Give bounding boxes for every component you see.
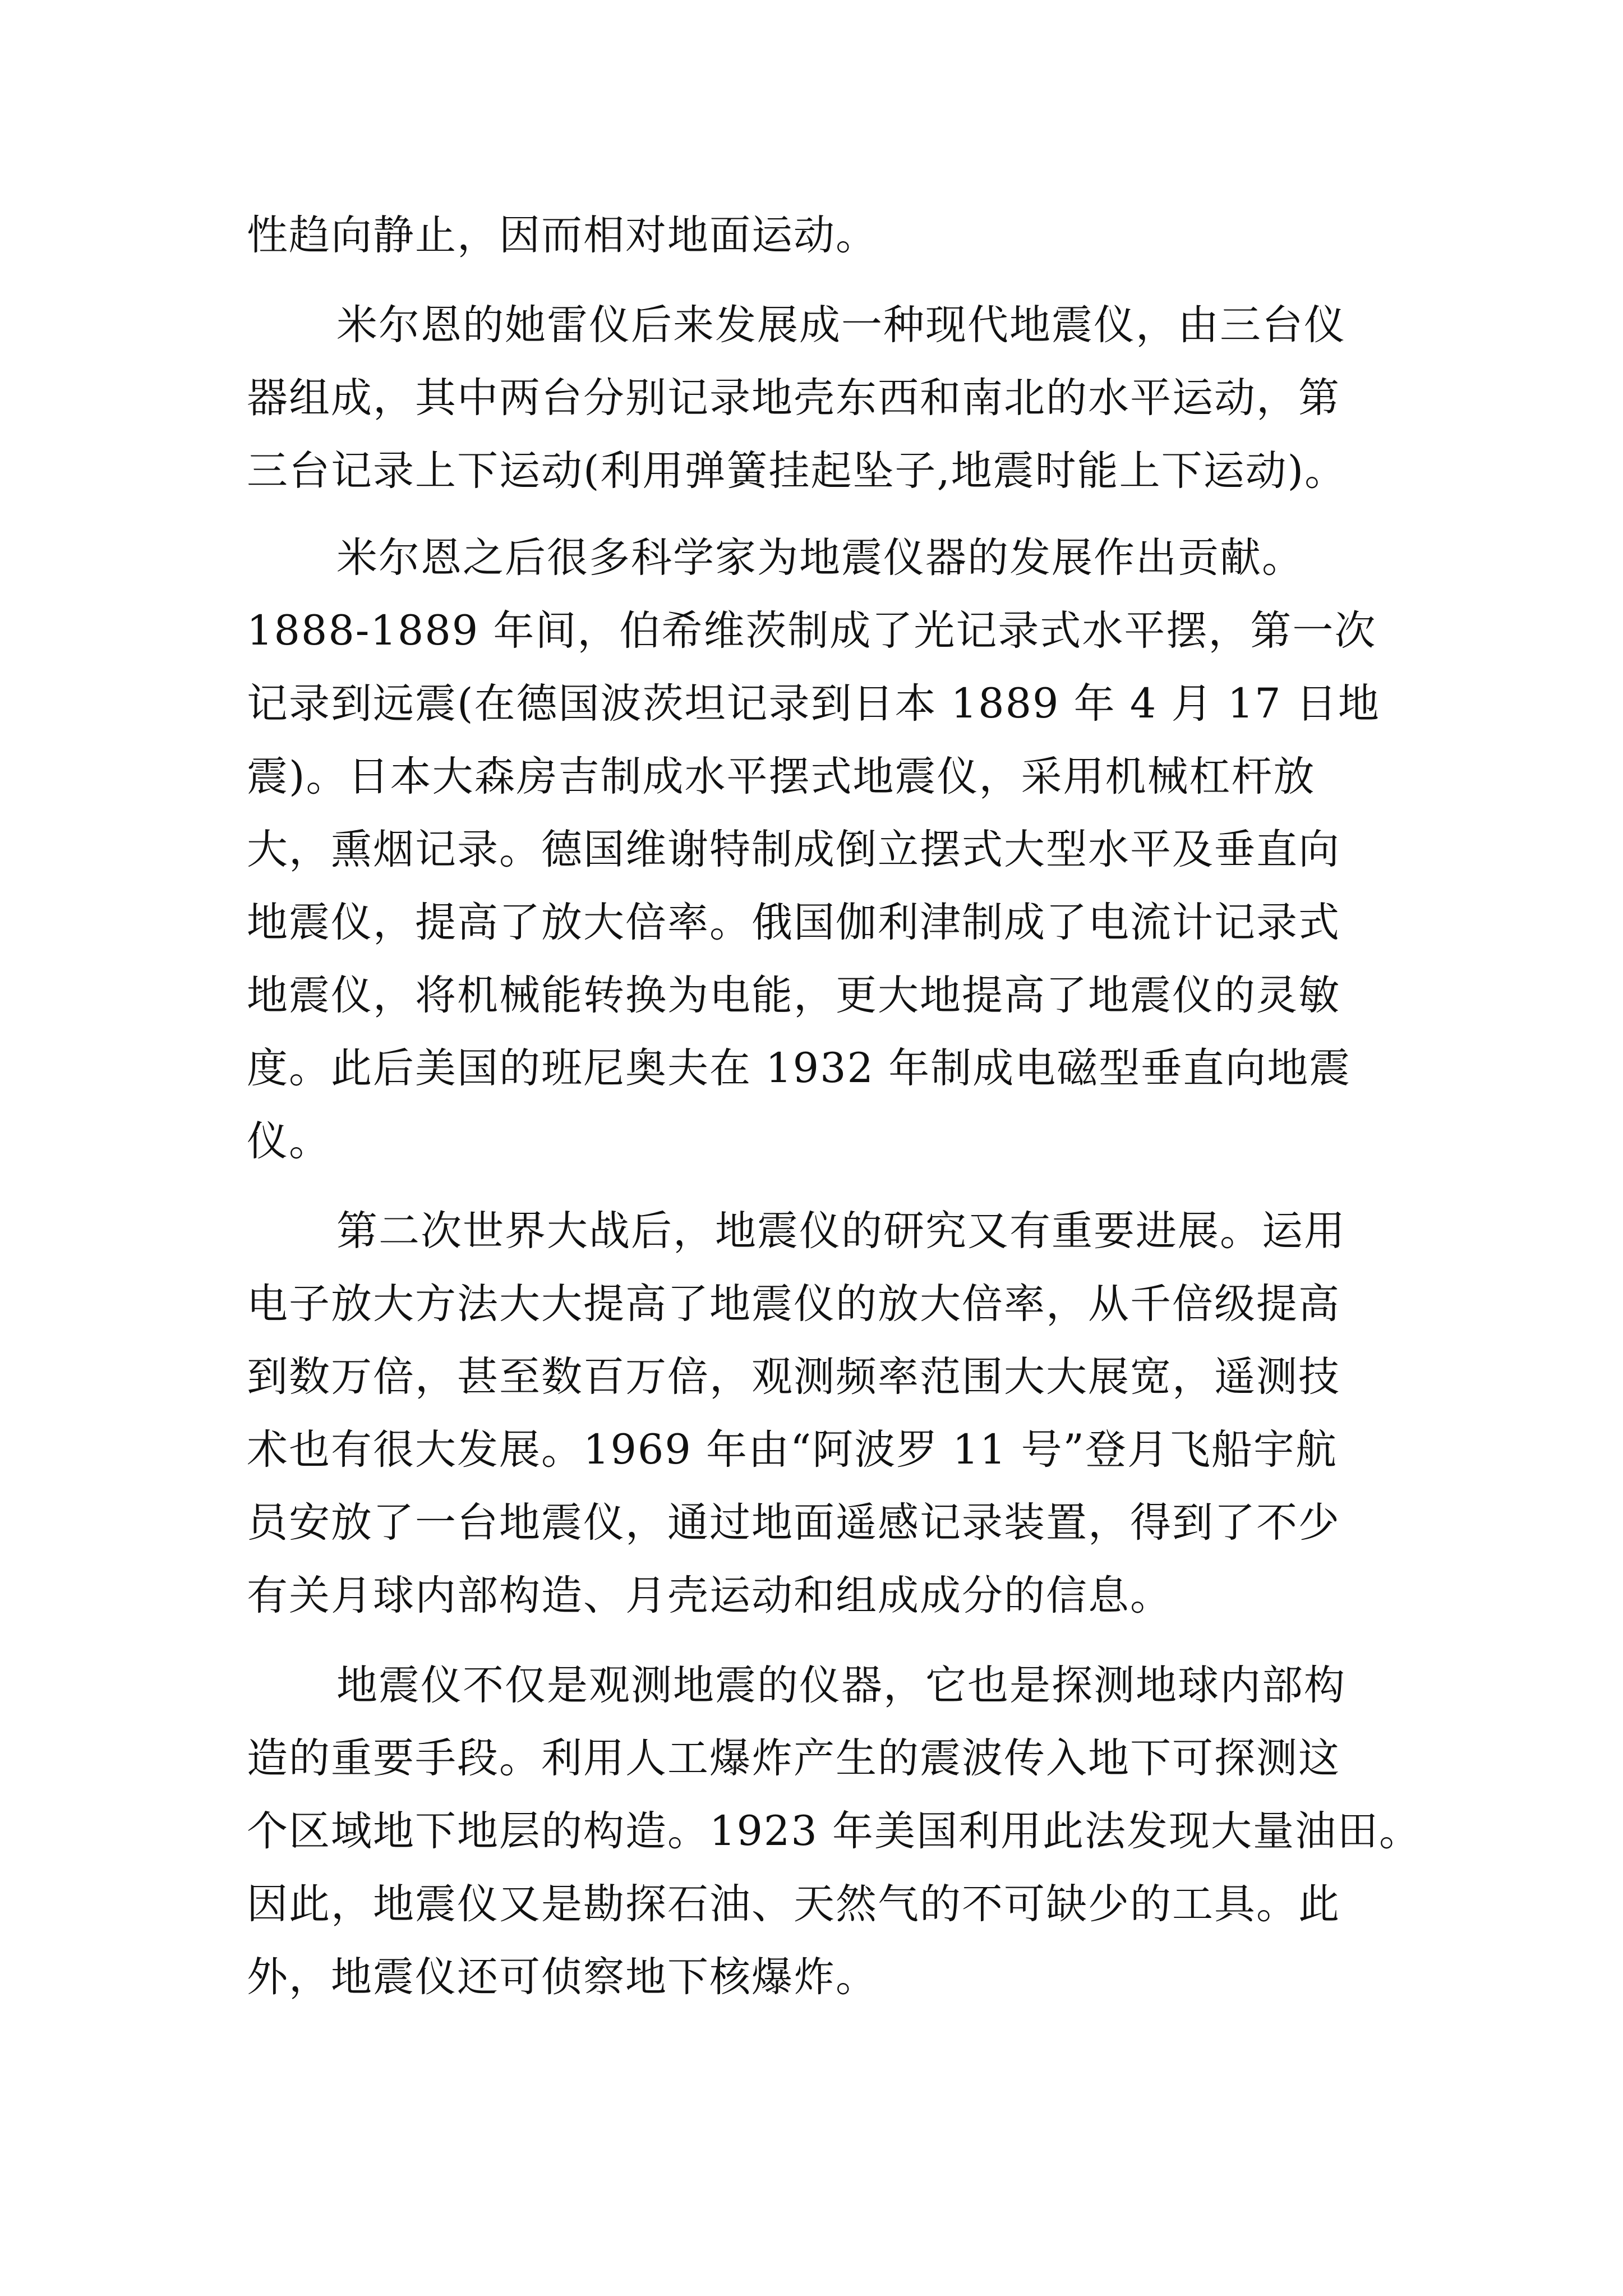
text-line: 因此，地震仪又是勘探石油、天然气的不可缺少的工具。此 [247, 1880, 1340, 1928]
text-line: 外，地震仪还可侦察地下核爆炸。 [247, 1953, 878, 2001]
text-line: 地震仪，将机械能转换为电能，更大地提高了地震仪的灵敏 [247, 972, 1340, 1019]
paragraph-first-line: 米尔恩的她雷仪后来发展成一种现代地震仪，由三台仪 [336, 301, 1346, 349]
text-line: 三台记录上下运动(利用弹簧挂起坠子,地震时能上下运动)。 [247, 447, 1347, 495]
text-line: 记录到远震(在德国波茨坦记录到日本 1889 年 4 月 17 日地 [247, 680, 1380, 728]
text-line: 电子放大方法大大提高了地震仪的放大倍率，从千倍级提高 [247, 1280, 1340, 1328]
text-line: 到数万倍，甚至数百万倍，观测频率范围大大展宽，遥测技 [247, 1353, 1340, 1401]
text-line: 1888-1889 年间，伯希维茨制成了光记录式水平摆，第一次 [247, 607, 1377, 655]
text-line: 性趋向静止，因而相对地面运动。 [247, 211, 878, 259]
text-line: 术也有很大发展。1969 年由“阿波罗 11 号”登月飞船宇航 [247, 1426, 1338, 1474]
text-line: 震)。日本大森房吉制成水平摆式地震仪，采用机械杠杆放 [247, 753, 1316, 800]
text-line: 造的重要手段。利用人工爆炸产生的震波传入地下可探测这 [247, 1734, 1340, 1782]
text-line: 大，熏烟记录。德国维谢特制成倒立摆式大型水平及垂直向 [247, 826, 1340, 873]
text-line: 个区域地下地层的构造。1923 年美国利用此法发现大量油田。 [247, 1807, 1421, 1855]
text-line: 有关月球内部构造、月壳运动和组成成分的信息。 [247, 1572, 1172, 1619]
text-line: 地震仪，提高了放大倍率。俄国伽利津制成了电流计记录式 [247, 899, 1340, 946]
text-line: 度。此后美国的班尼奥夫在 1932 年制成电磁型垂直向地震 [247, 1045, 1352, 1092]
text-line: 器组成，其中两台分别记录地壳东西和南北的水平运动，第 [247, 374, 1340, 422]
paragraph-first-line: 地震仪不仅是观测地震的仪器，它也是探测地球内部构 [336, 1662, 1346, 1709]
text-line: 员安放了一台地震仪，通过地面遥感记录装置，得到了不少 [247, 1499, 1340, 1547]
paragraph-first-line: 第二次世界大战后，地震仪的研究又有重要进展。运用 [336, 1207, 1346, 1255]
paragraph-first-line: 米尔恩之后很多科学家为地震仪器的发展作出贡献。 [336, 534, 1304, 582]
text-line: 仪。 [247, 1117, 331, 1165]
